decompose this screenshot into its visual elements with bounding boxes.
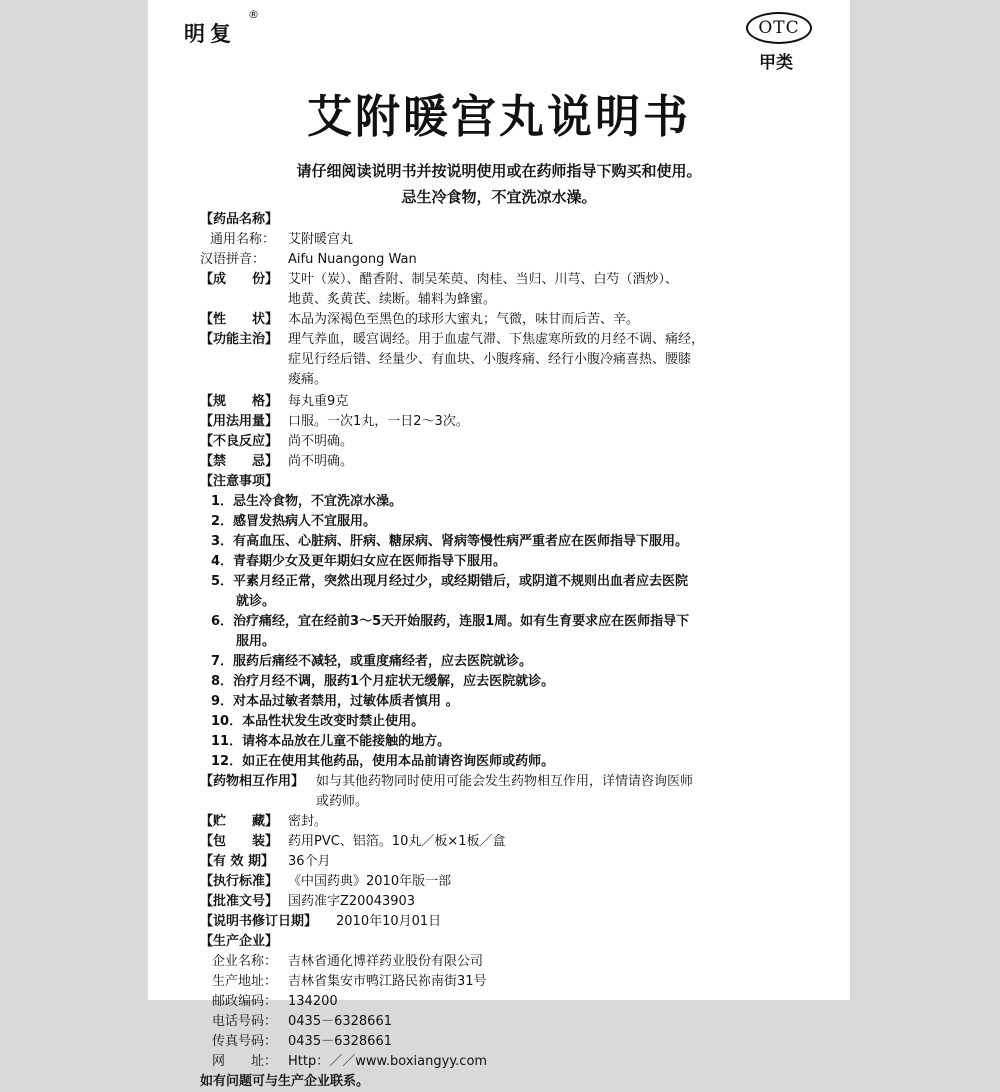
- appearance-row: [200, 310, 810, 330]
- interactions-text: 或药师。: [316, 794, 369, 809]
- instruction-sheet: [148, 0, 850, 1089]
- precaution-item: 2．感冒发热病人不宜服用。: [211, 514, 377, 529]
- field-value: 0435－6328661: [288, 1014, 392, 1029]
- section-label: 【包 装】: [200, 834, 279, 849]
- packaging-text: 药用PVC、铝箔。10丸／板×1板／盒: [288, 834, 506, 849]
- section-label: 【功能主治】: [200, 332, 279, 347]
- field-value: 吉林省集安市鸭江路民祢南街31号: [288, 974, 487, 989]
- field-label: 传真号码：: [212, 1034, 278, 1049]
- section-label: 【成 份】: [200, 272, 279, 287]
- field-value: 0435－6328661: [288, 1034, 392, 1049]
- manufacturer-details: [200, 952, 810, 1072]
- manufacturer-row: [200, 952, 810, 972]
- document-body: [200, 210, 810, 1092]
- section-label: 【有 效 期】: [200, 854, 275, 869]
- field-value: Http：／／www.boxiangyy.com: [288, 1054, 488, 1069]
- ingredients-text: 艾叶（炭）、醋香附、制吴茱萸、肉桂、当归、川芎、白芍（酒炒）、: [288, 272, 679, 287]
- field-label: 汉语拼音：: [200, 252, 266, 267]
- field-label: 电话号码：: [212, 1014, 278, 1029]
- manufacturer-header: [200, 932, 810, 952]
- manufacturer-row: [200, 972, 810, 992]
- usage-warning: 请仔细阅读说明书并按说明使用或在药师指导下购买和使用。: [296, 162, 702, 180]
- precautions-header: [200, 472, 810, 492]
- section-label: 【药品名称】: [200, 212, 279, 227]
- precaution-item: 8．治疗月经不调，服药1个月症状无缓解，应去医院就诊。: [211, 674, 555, 689]
- precaution-item: 3．有高血压、心脏病、肝病、糖尿病、肾病等慢性病严重者应在医师指导下服用。: [211, 534, 689, 549]
- section-label: 【不良反应】: [200, 434, 279, 449]
- approval-text: 国药准字Z20043903: [288, 894, 416, 909]
- standard-row: [200, 872, 810, 892]
- precaution-item: 9．对本品过敏者禁用，过敏体质者慎用 。: [211, 694, 459, 709]
- section-label: 【贮 藏】: [200, 814, 279, 829]
- section-label: 【生产企业】: [200, 934, 279, 949]
- registered-mark: ®: [248, 8, 259, 21]
- interactions-row: [200, 772, 810, 792]
- validity-text: 36个月: [288, 854, 331, 869]
- precaution-item: 服用。: [236, 634, 276, 649]
- field-label: 通用名称：: [210, 232, 276, 247]
- precaution-item: 6．治疗痛经，宜在经前3～5天开始服药，连服1周。如有生育要求应在医师指导下: [211, 614, 690, 629]
- indications-row: [200, 330, 810, 350]
- field-label: 网 址：: [212, 1054, 278, 1069]
- field-value: 吉林省通化博祥药业股份有限公司: [288, 954, 484, 969]
- specification-row: [200, 392, 810, 412]
- manufacturer-row: [200, 1032, 810, 1052]
- packaging-row: [200, 832, 810, 852]
- validity-row: [200, 852, 810, 872]
- contraindications-text: 尚不明确。: [288, 454, 354, 469]
- interactions-text: 如与其他药物同时使用可能会发生药物相互作用，详情请咨询医师: [316, 774, 694, 789]
- precaution-item: 就诊。: [236, 594, 276, 609]
- precaution-item: 12．如正在使用其他药品，使用本品前请咨询医师或药师。: [211, 754, 555, 769]
- contact-footer: 如有问题可与生产企业联系。: [200, 1074, 370, 1089]
- section-label: 【用法用量】: [200, 414, 279, 429]
- manufacturer-row: [200, 992, 810, 1012]
- pinyin-value: Aifu Nuangong Wan: [288, 252, 417, 267]
- generic-name-row: [200, 230, 810, 250]
- indications-text: 痠痛。: [288, 372, 328, 387]
- section-label: 【执行标准】: [200, 874, 279, 889]
- precaution-item: 5．平素月经正常，突然出现月经过少，或经期错后，或阴道不规则出血者应去医院: [211, 574, 689, 589]
- contraindications-row: [200, 452, 810, 472]
- adverse-row: [200, 432, 810, 452]
- manufacturer-row: [200, 1012, 810, 1032]
- precaution-item: 7．服药后痛经不减轻，或重度痛经者，应去医院就诊。: [211, 654, 533, 669]
- precaution-item: 10．本品性状发生改变时禁止使用。: [211, 714, 425, 729]
- field-label: 企业名称：: [212, 954, 278, 969]
- section-label: 【说明书修订日期】: [200, 914, 318, 929]
- indications-text: 理气养血，暖宫调经。用于血虚气滞、下焦虚寒所致的月经不调、痛经，: [288, 332, 705, 347]
- precaution-item: 11．请将本品放在儿童不能接触的地方。: [211, 734, 451, 749]
- ingredients-text: 地黄、炙黄芪、续断。辅料为蜂蜜。: [288, 292, 497, 307]
- precaution-item: 4．青春期少女及更年期妇女应在医师指导下服用。: [211, 554, 507, 569]
- revision-row: [200, 912, 810, 932]
- adverse-text: 尚不明确。: [288, 434, 354, 449]
- specification-text: 每丸重9克: [288, 394, 349, 409]
- otc-class-label: 甲类: [759, 53, 793, 73]
- precaution-item: 1．忌生冷食物，不宜洗凉水澡。: [211, 494, 403, 509]
- section-drug-name: [200, 210, 810, 230]
- section-label: 【规 格】: [200, 394, 279, 409]
- section-label: 【注意事项】: [200, 474, 279, 489]
- otc-badge: OTC: [746, 12, 812, 44]
- document-title: 艾附暖宫丸说明书: [306, 90, 691, 143]
- diet-warning: 忌生冷食物，不宜洗凉水澡。: [401, 188, 597, 206]
- revision-date: 2010年10月01日: [336, 914, 442, 929]
- pinyin-row: [200, 250, 810, 270]
- approval-row: [200, 892, 810, 912]
- section-label: 【药物相互作用】: [200, 774, 305, 789]
- field-label: 邮政编码：: [212, 994, 278, 1009]
- section-label: 【批准文号】: [200, 894, 279, 909]
- storage-row: [200, 812, 810, 832]
- dosage-text: 口服。一次1丸，一日2～3次。: [288, 414, 469, 429]
- dosage-row: [200, 412, 810, 432]
- manufacturer-row: [200, 1052, 810, 1072]
- field-value: 134200: [288, 994, 338, 1009]
- standard-text: 《中国药典》2010年版一部: [288, 874, 452, 889]
- section-label: 【禁 忌】: [200, 454, 279, 469]
- precautions-list: [200, 492, 810, 772]
- section-label: 【性 状】: [200, 312, 279, 327]
- ingredients-row: [200, 270, 810, 290]
- appearance-text: 本品为深褐色至黑色的球形大蜜丸；气微，味甘而后苦、辛。: [288, 312, 640, 327]
- storage-text: 密封。: [288, 814, 328, 829]
- field-label: 生产地址：: [212, 974, 278, 989]
- brand-logo: 明复: [184, 21, 236, 46]
- generic-name-value: 艾附暖宫丸: [288, 232, 354, 247]
- indications-text: 症见行经后错、经量少、有血块、小腹疼痛、经行小腹冷痛喜热、腰膝: [288, 352, 692, 367]
